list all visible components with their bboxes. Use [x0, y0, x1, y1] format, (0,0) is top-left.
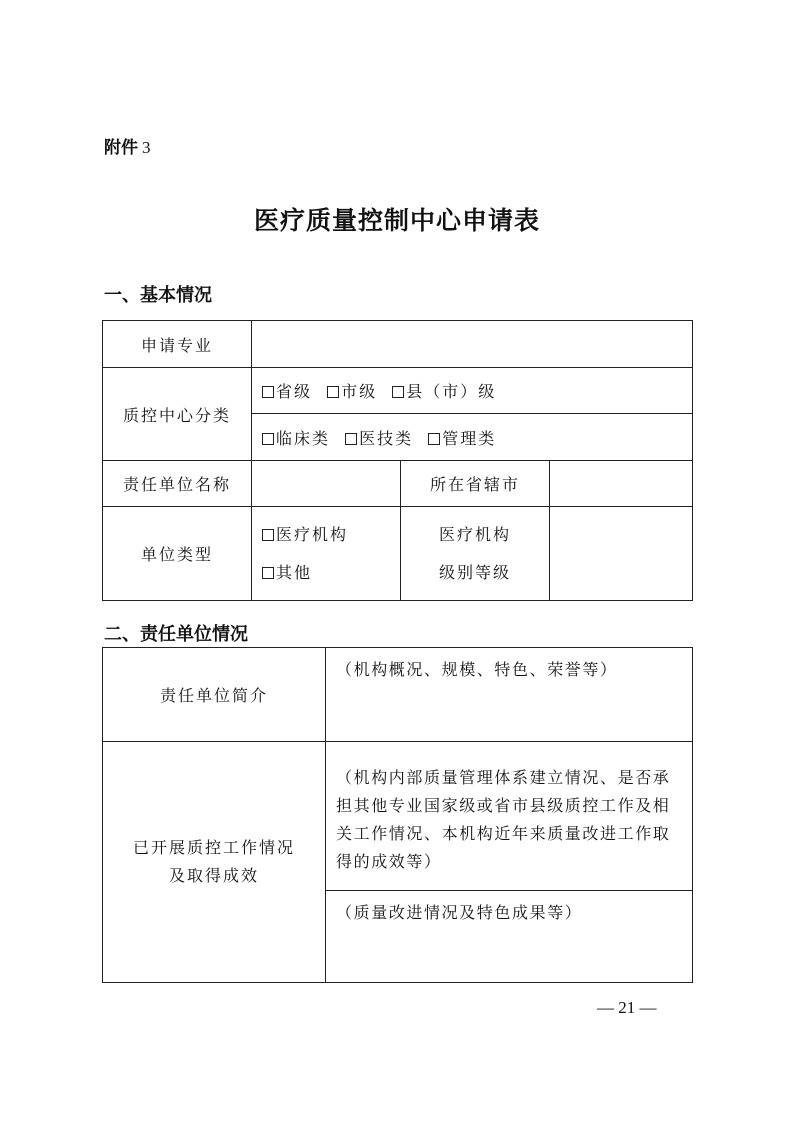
unit-name-field[interactable] [252, 461, 401, 507]
checkbox-icon[interactable] [262, 386, 274, 398]
category-label: 质控中心分类 [103, 368, 252, 461]
unit-intro-note: （机构概况、规模、特色、荣誉等） [336, 660, 618, 679]
option-other[interactable]: 其他 [262, 554, 400, 592]
checkbox-icon[interactable] [428, 433, 440, 445]
qc-work-label: 已开展质控工作情况 及取得成效 [103, 742, 326, 983]
qc-work-field[interactable] [326, 742, 693, 891]
unit-type-label: 单位类型 [103, 507, 252, 601]
qc-improvement-field[interactable] [326, 891, 693, 983]
checkbox-icon[interactable] [327, 386, 339, 398]
option-medtech[interactable]: 医技类 [345, 429, 413, 448]
option-city[interactable]: 市级 [327, 382, 377, 401]
section-basic-heading: 一、基本情况 [104, 285, 212, 306]
type-options-row [252, 414, 693, 461]
attachment-text: 附件 [104, 138, 138, 158]
level-options-row [252, 368, 693, 414]
checkbox-icon[interactable] [262, 529, 274, 541]
checkbox-icon[interactable] [392, 386, 404, 398]
specialty-label: 申请专业 [103, 321, 252, 368]
attachment-label [104, 133, 151, 158]
checkbox-icon[interactable] [262, 567, 274, 579]
option-county[interactable]: 县（市）级 [392, 382, 496, 401]
unit-intro-field[interactable] [326, 648, 693, 742]
qc-improvement-note: （质量改进情况及特色成果等） [336, 903, 583, 922]
specialty-field[interactable] [252, 321, 693, 368]
checkbox-icon[interactable] [262, 433, 274, 445]
option-provincial[interactable]: 省级 [262, 382, 312, 401]
unit-intro-label: 责任单位简介 [103, 648, 326, 742]
page-number: — 21 — [597, 998, 657, 1017]
unit-info-table [102, 647, 693, 983]
option-clinical[interactable]: 临床类 [262, 429, 330, 448]
section-unit-heading: 二、责任单位情况 [104, 624, 248, 645]
province-city-field[interactable] [550, 461, 693, 507]
form-title: 医疗质量控制中心申请表 [253, 206, 540, 235]
qc-work-note: （机构内部质量管理体系建立情况、是否承担其他专业国家级或省市县级质控工作及相关工作情况、本机构近年来质量改进工作取得的成效等） [336, 768, 671, 871]
institution-grade-field[interactable] [550, 507, 693, 601]
option-medical-institution[interactable]: 医疗机构 [262, 516, 400, 554]
checkbox-icon[interactable] [345, 433, 357, 445]
attachment-number: 3 [142, 138, 151, 157]
institution-grade-label: 医疗机构 级别等级 [401, 507, 550, 601]
unit-name-label: 责任单位名称 [103, 461, 252, 507]
province-city-label: 所在省辖市 [401, 461, 550, 507]
unit-type-options [252, 507, 401, 601]
option-management[interactable]: 管理类 [428, 429, 496, 448]
basic-info-table [102, 320, 693, 601]
